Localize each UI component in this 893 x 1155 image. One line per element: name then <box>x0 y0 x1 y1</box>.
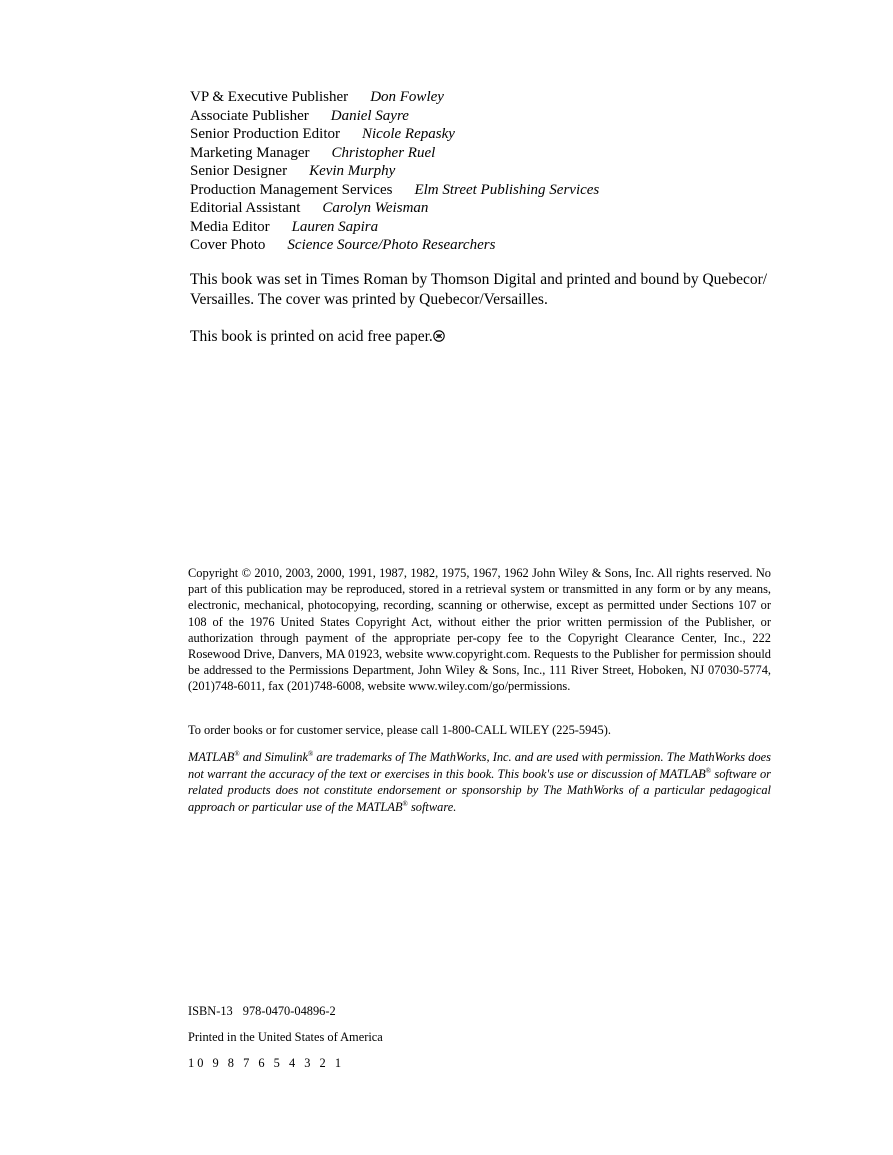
credit-role: VP & Executive Publisher <box>190 89 349 105</box>
copyright-notice <box>188 565 771 695</box>
credit-role: Editorial Assistant <box>190 200 301 216</box>
trademark-segment: software or related products does not constitute endorsement or sponsorship by The MathWorks of a particular pedagogical approach or particular use of the <box>188 766 771 814</box>
trademark-matlab: MATLAB <box>659 766 706 781</box>
credit-role: Media Editor <box>190 218 270 235</box>
credit-role: Senior Production Editor <box>190 126 340 142</box>
copyright-text: Copyright © 2010, 2003, 2000, 1991, 1987, 1982, 1975, 1967, 1962 John Wiley & Sons, Inc. All rights reserved. No part of this publication may be reproduced, stored in a retrieval system or transmitted in any form or by any means, electronic, mechanical, photocopying, recording, scanning or otherwise, except as permitted under Sections 107 or 108 of the 1976 United States Copyright Act, without either the prior written permission of the Publisher, or authorization through payment of the appropriate per-copy fee to the Copyright Clearance Center, Inc., 222 Rosewood Drive, Danvers, MA 01923, website www.copyright.com. Requests to the Publisher for permission should be addressed to the Permissions Department, John Wiley & Sons, Inc., 111 River Street, Hoboken, NJ 07030-5774, (201)748-6011, fax (201)748-6008, website www.wiley.com/go/permissions. <box>188 566 771 694</box>
credit-role: Senior Designer <box>190 163 288 179</box>
trademark-segment: software. <box>407 799 457 814</box>
credit-role: Cover Photo <box>190 237 266 253</box>
credit-name: Carolyn Weisman <box>322 200 429 216</box>
typesetting-line-1: This book was set in Times Roman by Thomson Digital and printed and bound by Quebecor/ <box>190 271 768 288</box>
trademark-segment: are trademarks of The MathWorks, Inc. and are used with permission. The MathWorks does not warrant the accuracy of the text or exercises in this book. This book's use or discussion of <box>188 750 771 781</box>
typesetting-line-2: Versailles. The cover was printed by Quebecor/Versailles. <box>190 291 548 308</box>
isbn-value: 978-0470-04896-2 <box>242 1004 336 1018</box>
trademark-segment: and <box>239 750 265 764</box>
credit-role: Marketing Manager <box>190 144 310 161</box>
isbn-line <box>188 1003 383 1029</box>
credit-row <box>190 88 840 107</box>
credit-row <box>190 181 840 200</box>
imprint-block <box>188 1003 383 1081</box>
credit-row <box>190 199 840 218</box>
registered-mark: ® <box>307 749 314 758</box>
recycled-paper-icon <box>433 330 445 342</box>
credit-row <box>190 125 840 144</box>
trademark-matlab: MATLAB <box>188 750 235 764</box>
credit-row <box>190 236 840 255</box>
credit-name: Kevin Murphy <box>309 163 396 179</box>
registered-mark: ® <box>234 749 240 758</box>
credit-name: Nicole Repasky <box>362 126 455 142</box>
trademark-simulink: Simulink <box>264 750 308 764</box>
credits-list <box>190 88 840 255</box>
credit-name: Christopher Ruel <box>331 144 436 161</box>
credit-row <box>190 218 840 237</box>
credit-row <box>190 107 840 126</box>
credit-name: Lauren Sapira <box>291 218 379 235</box>
order-note: To order books or for customer service, please call 1-800-CALL WILEY (225-5945). <box>188 723 611 737</box>
printing-number-line: 10 9 8 7 6 5 4 3 2 1 <box>188 1056 345 1070</box>
registered-mark: ® <box>402 799 408 808</box>
acid-free-paper-note <box>190 327 445 347</box>
credit-row <box>190 162 840 181</box>
registered-mark: ® <box>705 766 712 775</box>
credit-name: Daniel Sayre <box>330 107 409 124</box>
credit-role: Associate Publisher <box>190 107 309 124</box>
credit-name: Elm Street Publishing Services <box>414 181 600 198</box>
credit-name: Science Source/Photo Researchers <box>287 237 496 253</box>
credit-role: Production Management Services <box>190 181 393 198</box>
credit-name: Don Fowley <box>370 89 444 105</box>
typesetting-note <box>190 270 840 310</box>
printed-in-line: Printed in the United States of America <box>188 1030 383 1044</box>
acid-free-paper-text: This book is printed on acid free paper. <box>190 328 433 345</box>
credit-row <box>190 144 840 163</box>
trademark-matlab: MATLAB <box>356 799 403 814</box>
trademark-text <box>188 749 771 815</box>
trademark-notice <box>188 749 771 815</box>
isbn-label: ISBN-13 <box>188 1004 233 1018</box>
